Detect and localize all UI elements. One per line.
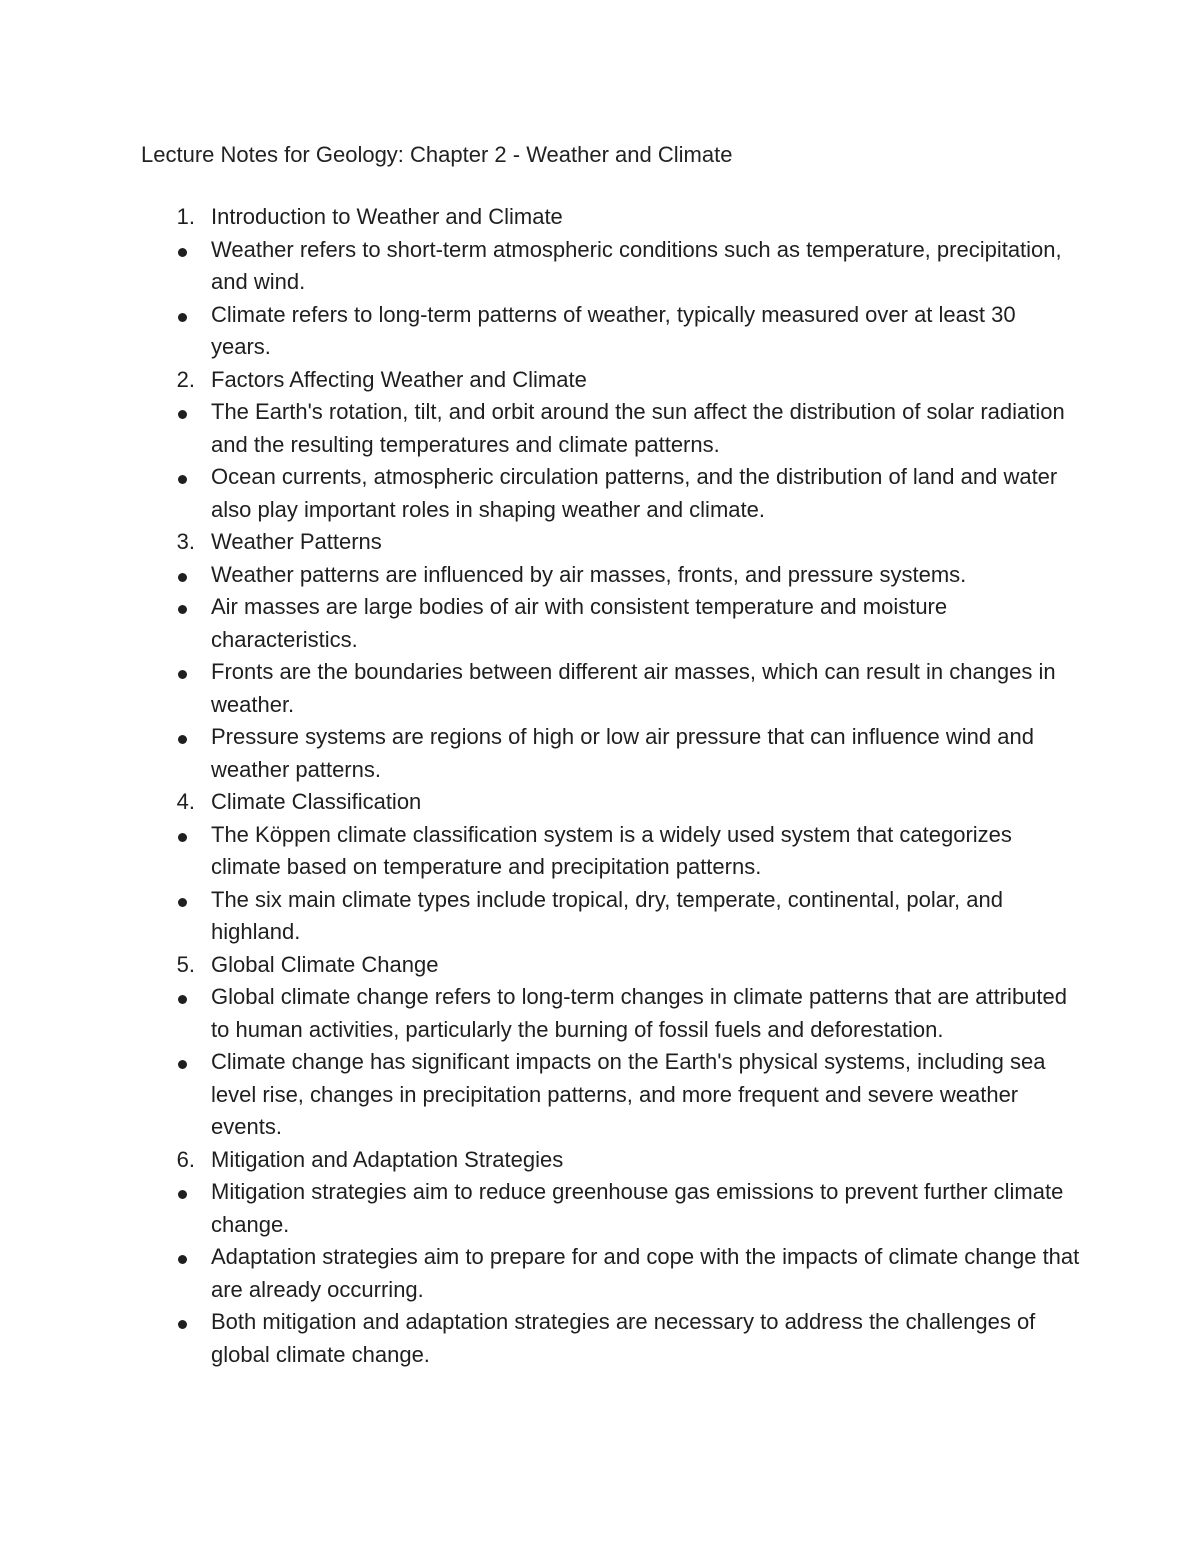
bullet-text: Climate change has significant impacts on the Earth's physical systems, including sea level rise, changes in precipitation patterns, and more frequent and severe weather events. — [211, 1049, 1046, 1139]
bullet-text: Both mitigation and adaptation strategies are necessary to address the challenges of global climate change. — [211, 1309, 1036, 1367]
bullet-item — [141, 299, 1081, 364]
bullet-text: Mitigation strategies aim to reduce greenhouse gas emissions to prevent further climate change. — [211, 1179, 1064, 1237]
bullet-item — [141, 721, 1081, 786]
bullet-item — [141, 981, 1081, 1046]
bullet-dot-icon — [178, 1060, 187, 1069]
bullet-text: Ocean currents, atmospheric circulation patterns, and the distribution of land and water also play important roles in shaping weather and climate. — [211, 464, 1058, 522]
bullet-text: Pressure systems are regions of high or low air pressure that can influence wind and weather patterns. — [211, 724, 1034, 782]
section-number: 5. — [176, 951, 195, 977]
bullet-text: The Köppen climate classification system is a widely used system that categorizes climate based on temperature and precipitation patterns. — [211, 821, 1012, 879]
notes-list — [141, 201, 1081, 1371]
list-number-marker — [141, 949, 211, 982]
list-number-marker — [141, 364, 211, 397]
section-number: 6. — [176, 1146, 195, 1172]
bullet-item — [141, 461, 1081, 526]
section-heading: Weather Patterns — [211, 529, 382, 554]
bullet-marker — [141, 721, 211, 754]
bullet-item — [141, 819, 1081, 884]
bullet-item — [141, 396, 1081, 461]
bullet-dot-icon — [178, 995, 187, 1004]
bullet-dot-icon — [178, 833, 187, 842]
bullet-marker — [141, 1241, 211, 1274]
list-number-marker — [141, 526, 211, 559]
section-heading: Mitigation and Adaptation Strategies — [211, 1146, 564, 1172]
bullet-marker — [141, 461, 211, 494]
section-heading-row — [141, 949, 1081, 982]
bullet-dot-icon — [178, 410, 187, 419]
bullet-marker — [141, 819, 211, 852]
bullet-marker — [141, 559, 211, 592]
bullet-text: Weather refers to short-term atmospheric conditions such as temperature, precipitation, and wind. — [211, 236, 1062, 294]
section-heading-row — [141, 201, 1081, 234]
bullet-item — [141, 884, 1081, 949]
bullet-dot-icon — [178, 573, 187, 582]
section-heading: Global Climate Change — [211, 951, 439, 977]
bullet-marker — [141, 656, 211, 689]
bullet-marker — [141, 591, 211, 624]
bullet-item — [141, 1241, 1081, 1306]
bullet-item — [141, 591, 1081, 656]
list-number-marker — [141, 201, 211, 234]
bullet-marker — [141, 1306, 211, 1339]
section-number: 2. — [176, 366, 195, 392]
document-title: Lecture Notes for Geology: Chapter 2 - Weather and Climate — [141, 142, 733, 167]
bullet-dot-icon — [178, 670, 187, 679]
bullet-text: The Earth's rotation, tilt, and orbit around the sun affect the distribution of solar radiation and the resulting temperatures and climate patterns. — [211, 399, 1065, 457]
bullet-text: Weather patterns are influenced by air masses, fronts, and pressure systems. — [211, 561, 967, 587]
section-heading-row — [141, 786, 1081, 819]
bullet-text: Fronts are the boundaries between different air masses, which can result in changes in weather. — [211, 659, 1056, 717]
bullet-item — [141, 656, 1081, 721]
bullet-dot-icon — [178, 735, 187, 744]
bullet-item — [141, 1306, 1081, 1371]
bullet-dot-icon — [178, 898, 187, 907]
bullet-text: Climate refers to long-term patterns of weather, typically measured over at least 30 years. — [211, 301, 1016, 359]
section-heading-row — [141, 364, 1081, 397]
bullet-marker — [141, 234, 211, 267]
bullet-marker — [141, 884, 211, 917]
section-heading: Factors Affecting Weather and Climate — [211, 366, 587, 392]
bullet-text: The six main climate types include tropical, dry, temperate, continental, polar, and highland. — [211, 886, 1003, 944]
section-heading: Climate Classification — [211, 789, 422, 814]
bullet-item — [141, 234, 1081, 299]
section-heading: Introduction to Weather and Climate — [211, 204, 563, 229]
bullet-item — [141, 1046, 1081, 1144]
bullet-dot-icon — [178, 313, 187, 322]
bullet-text: Adaptation strategies aim to prepare for and cope with the impacts of climate change that are already occurring. — [211, 1244, 1080, 1302]
section-heading-row — [141, 526, 1081, 559]
bullet-marker — [141, 1176, 211, 1209]
bullet-item — [141, 1176, 1081, 1241]
bullet-dot-icon — [178, 1255, 187, 1264]
section-number: 3. — [176, 529, 195, 554]
bullet-marker — [141, 981, 211, 1014]
bullet-dot-icon — [178, 1190, 187, 1199]
bullet-dot-icon — [178, 605, 187, 614]
bullet-dot-icon — [178, 475, 187, 484]
section-heading-row — [141, 1144, 1081, 1177]
bullet-item — [141, 559, 1081, 592]
section-number: 1. — [176, 204, 195, 229]
bullet-dot-icon — [178, 1320, 187, 1329]
bullet-marker — [141, 396, 211, 429]
bullet-dot-icon — [178, 248, 187, 257]
bullet-marker — [141, 1046, 211, 1079]
list-number-marker — [141, 786, 211, 819]
bullet-marker — [141, 299, 211, 332]
section-number: 4. — [176, 789, 195, 814]
bullet-text: Global climate change refers to long-term changes in climate patterns that are attributed to human activities, particularly the burning of fossil fuels and deforestation. — [211, 984, 1068, 1042]
list-number-marker — [141, 1144, 211, 1177]
bullet-text: Air masses are large bodies of air with consistent temperature and moisture characteristics. — [211, 594, 948, 652]
